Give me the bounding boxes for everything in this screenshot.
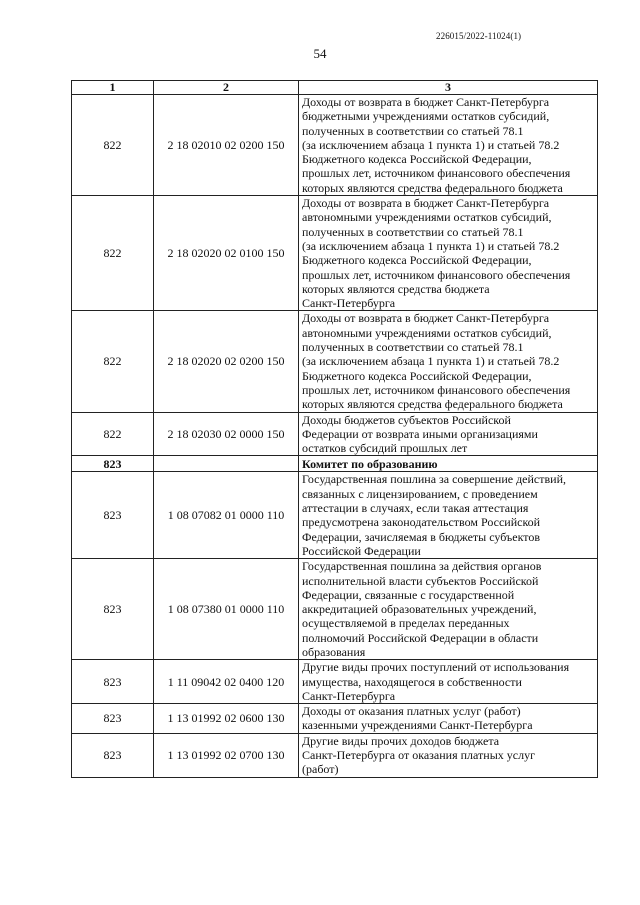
section-title: Комитет по образованию (299, 456, 598, 472)
revenue-code-cell: 2 18 02010 02 0200 150 (154, 95, 299, 196)
revenue-code-cell: 1 13 01992 02 0700 130 (154, 733, 299, 777)
revenue-code-cell: 1 08 07380 01 0000 110 (154, 559, 299, 660)
table-row (72, 733, 598, 777)
admin-code-cell: 823 (72, 704, 154, 734)
admin-code-cell: 823 (72, 733, 154, 777)
revenue-description-cell: Государственная пошлина за действия органов исполнительной власти субъектов Российской Федерации, связанные с государственной аккредитацией образовательных учреждений, осуществляемой в пределах переданных полномочий Российской Федерации в области образования (299, 559, 598, 660)
revenue-code-cell: 2 18 02020 02 0100 150 (154, 196, 299, 311)
admin-code-cell: 823 (72, 559, 154, 660)
document-id: 226015/2022-11024(1) (436, 31, 522, 41)
revenue-code-cell: 1 08 07082 01 0000 110 (154, 472, 299, 559)
revenue-description-cell: Доходы от возврата в бюджет Санкт-Петербурга бюджетными учреждениями остатков субсидий, полученных в соответствии со статьей 78.1 (за исключением абзаца 1 пункта 1) и статьей 78.2 Бюджетного кодекса Российской Федерации, прошлых лет, источником финансового обеспечения которых являются средства федерального бюджета (299, 95, 598, 196)
table-row (72, 660, 598, 704)
admin-code-cell: 822 (72, 95, 154, 196)
revenue-description-cell: Другие виды прочих доходов бюджета Санкт-Петербурга от оказания платных услуг (работ) (299, 733, 598, 777)
table-row (72, 311, 598, 412)
revenue-code-cell: 1 11 09042 02 0400 120 (154, 660, 299, 704)
revenue-code-cell: 2 18 02030 02 0000 150 (154, 412, 299, 456)
admin-code-cell: 822 (72, 311, 154, 412)
admin-code-cell: 822 (72, 196, 154, 311)
column-header-3: 3 (299, 81, 598, 95)
section-empty-cell (154, 456, 299, 472)
revenue-description-cell: Доходы от оказания платных услуг (работ) казенными учреждениями Санкт-Петербурга (299, 704, 598, 734)
admin-code-cell: 823 (72, 660, 154, 704)
revenue-description-cell: Доходы бюджетов субъектов Российской Федерации от возврата иными организациями остатков субсидий прошлых лет (299, 412, 598, 456)
table-row (72, 196, 598, 311)
page-number: 54 (313, 46, 327, 61)
revenue-description-cell: Доходы от возврата в бюджет Санкт-Петербурга автономными учреждениями остатков субсидий, полученных в соответствии со статьей 78.1 (за исключением абзаца 1 пункта 1) и статьей 78.2 Бюджетного кодекса Российской Федерации, прошлых лет, источником финансового обеспечения которых являются средства федерального бюджета (299, 311, 598, 412)
table-header-row (72, 81, 598, 95)
revenue-code-cell: 2 18 02020 02 0200 150 (154, 311, 299, 412)
column-header-2: 2 (154, 81, 299, 95)
section-header-row (72, 456, 598, 472)
revenue-description-cell: Другие виды прочих поступлений от использования имущества, находящегося в собственности Санкт-Петербурга (299, 660, 598, 704)
revenue-codes-table (71, 80, 598, 778)
section-admin-code: 823 (72, 456, 154, 472)
column-header-1: 1 (72, 81, 154, 95)
table-row (72, 412, 598, 456)
revenue-description-cell: Доходы от возврата в бюджет Санкт-Петербурга автономными учреждениями остатков субсидий, полученных в соответствии со статьей 78.1 (за исключением абзаца 1 пункта 1) и статьей 78.2 Бюджетного кодекса Российской Федерации, прошлых лет, источником финансового обеспечения которых являются средства бюджета Санкт-Петербурга (299, 196, 598, 311)
table-row (72, 559, 598, 660)
table-row (72, 472, 598, 559)
revenue-code-cell: 1 13 01992 02 0600 130 (154, 704, 299, 734)
table-row (72, 95, 598, 196)
admin-code-cell: 823 (72, 472, 154, 559)
table-row (72, 704, 598, 734)
admin-code-cell: 822 (72, 412, 154, 456)
revenue-description-cell: Государственная пошлина за совершение действий, связанных с лицензированием, с проведением аттестации в случаях, если такая аттестация предусмотрена законодательством Российской Федерации, зачисляемая в бюджеты субъектов Российской Федерации (299, 472, 598, 559)
